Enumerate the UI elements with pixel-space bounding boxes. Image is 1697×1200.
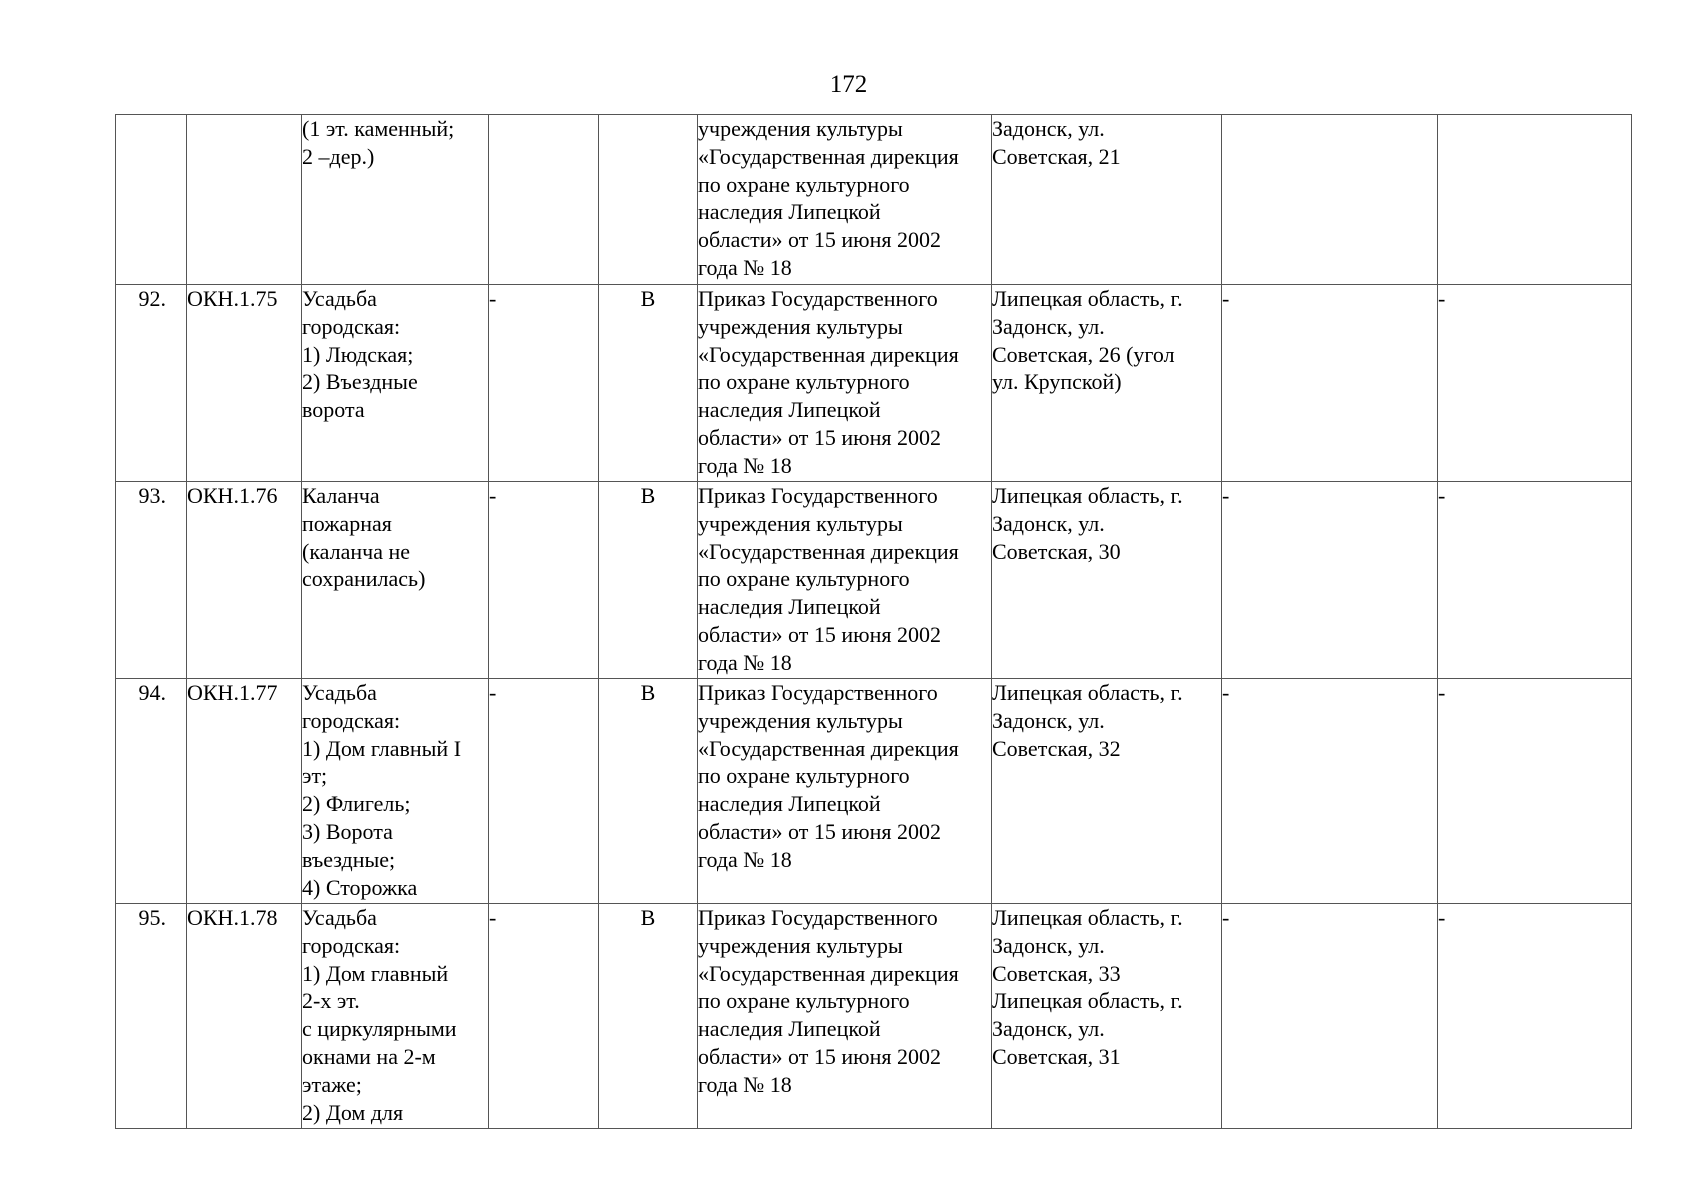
text-line: сохранилась): [302, 566, 426, 592]
document-cell: [698, 115, 992, 285]
category-cell: В: [599, 285, 698, 482]
text-line: 2) Флигель;: [302, 791, 411, 817]
dash-cell: -: [1222, 679, 1438, 904]
table-row: [116, 285, 1632, 482]
text-line: Приказ Государственного: [698, 286, 938, 311]
text-line: городская:: [302, 313, 401, 339]
text-line: Липецкая область, г.: [992, 905, 1183, 930]
row-number-cell: [116, 115, 187, 285]
address-cell: [992, 285, 1222, 482]
table-row: [116, 115, 1632, 285]
address-cell: [992, 904, 1222, 1129]
text-line: 2-х эт.: [302, 988, 360, 1014]
text-line: окнами на 2-м: [302, 1043, 436, 1069]
text-line: по охране культурного: [698, 171, 910, 197]
dash-cell: -: [1222, 904, 1438, 1129]
row-number-cell: 95.: [116, 904, 187, 1129]
text-line: по охране культурного: [698, 566, 910, 592]
text-line: наследия Липецкой: [698, 199, 881, 225]
dash-cell: -: [1438, 904, 1632, 1129]
category-cell: [599, 115, 698, 285]
object-name-cell: [302, 904, 489, 1129]
text-line: с циркулярными: [302, 1016, 457, 1042]
document-cell: [698, 679, 992, 904]
text-line: Липецкая область, г.: [992, 680, 1183, 705]
address-cell: [992, 679, 1222, 904]
text-line: 2) Дом для: [302, 1099, 404, 1125]
dash-cell: -: [489, 679, 599, 904]
object-name-cell: [302, 679, 489, 904]
text-line: (1 эт. каменный;: [302, 116, 455, 141]
dash-cell: -: [489, 285, 599, 482]
text-line: Советская, 21: [992, 143, 1121, 169]
text-line: 2) Въездные: [302, 369, 418, 395]
text-line: Приказ Государственного: [698, 905, 938, 930]
text-line: «Государственная дирекция: [698, 960, 959, 986]
text-line: Советская, 26 (угол: [992, 341, 1175, 367]
text-line: года № 18: [698, 649, 792, 675]
text-line: Задонск, ул.: [992, 1016, 1105, 1042]
text-line: года № 18: [698, 846, 792, 872]
dash-cell: -: [1222, 482, 1438, 679]
text-line: Задонск, ул.: [992, 116, 1105, 141]
text-line: учреждения культуры: [698, 932, 903, 958]
text-line: наследия Липецкой: [698, 594, 881, 620]
text-line: пожарная: [302, 510, 392, 536]
table-row: [116, 679, 1632, 904]
dash-cell: -: [1438, 679, 1632, 904]
category-cell: В: [599, 482, 698, 679]
text-line: «Государственная дирекция: [698, 143, 959, 169]
text-line: наследия Липецкой: [698, 1016, 881, 1042]
text-line: года № 18: [698, 254, 792, 280]
text-line: 4) Сторожка: [302, 874, 418, 900]
document-cell: [698, 904, 992, 1129]
text-line: Задонск, ул.: [992, 932, 1105, 958]
dash-cell: [1222, 115, 1438, 285]
dash-cell: -: [489, 482, 599, 679]
text-line: этаже;: [302, 1071, 362, 1097]
text-line: 1) Людская;: [302, 341, 414, 367]
object-name-cell: [302, 285, 489, 482]
text-line: Задонск, ул.: [992, 313, 1105, 339]
text-line: Советская, 33: [992, 960, 1121, 986]
text-line: Советская, 30: [992, 538, 1121, 564]
category-cell: В: [599, 679, 698, 904]
dash-cell: -: [1222, 285, 1438, 482]
document-cell: [698, 285, 992, 482]
object-name-cell: [302, 115, 489, 285]
text-line: Задонск, ул.: [992, 707, 1105, 733]
text-line: по охране культурного: [698, 369, 910, 395]
dash-cell: -: [489, 904, 599, 1129]
text-line: ул. Крупской): [992, 369, 1122, 395]
category-cell: В: [599, 904, 698, 1129]
text-line: по охране культурного: [698, 988, 910, 1014]
object-code-cell: ОКН.1.76: [187, 482, 302, 679]
text-line: наследия Липецкой: [698, 397, 881, 423]
text-line: городская:: [302, 707, 401, 733]
row-number-cell: 92.: [116, 285, 187, 482]
text-line: по охране культурного: [698, 763, 910, 789]
dash-cell: [489, 115, 599, 285]
text-line: года № 18: [698, 452, 792, 478]
text-line: «Государственная дирекция: [698, 538, 959, 564]
row-number-cell: 93.: [116, 482, 187, 679]
text-line: области» от 15 июня 2002: [698, 424, 941, 450]
text-line: Усадьба: [302, 905, 377, 930]
text-line: Липецкая область, г.: [992, 483, 1183, 508]
text-line: года № 18: [698, 1071, 792, 1097]
address-cell: [992, 482, 1222, 679]
text-line: учреждения культуры: [698, 116, 903, 141]
object-code-cell: ОКН.1.77: [187, 679, 302, 904]
text-line: Советская, 32: [992, 735, 1121, 761]
text-line: Усадьба: [302, 680, 377, 705]
table-row: [116, 482, 1632, 679]
object-code-cell: [187, 115, 302, 285]
object-code-cell: ОКН.1.75: [187, 285, 302, 482]
text-line: городская:: [302, 932, 401, 958]
text-line: Приказ Государственного: [698, 483, 938, 508]
text-line: 3) Ворота: [302, 818, 393, 844]
dash-cell: [1438, 115, 1632, 285]
text-line: наследия Липецкой: [698, 791, 881, 817]
address-cell: [992, 115, 1222, 285]
object-code-cell: ОКН.1.78: [187, 904, 302, 1129]
text-line: Задонск, ул.: [992, 510, 1105, 536]
text-line: «Государственная дирекция: [698, 341, 959, 367]
text-line: Приказ Государственного: [698, 680, 938, 705]
text-line: въездные;: [302, 846, 396, 872]
dash-cell: -: [1438, 482, 1632, 679]
text-line: эт;: [302, 763, 328, 789]
text-line: учреждения культуры: [698, 510, 903, 536]
text-line: 1) Дом главный I: [302, 735, 462, 761]
text-line: учреждения культуры: [698, 313, 903, 339]
text-line: учреждения культуры: [698, 707, 903, 733]
text-line: Советская, 31: [992, 1043, 1121, 1069]
document-cell: [698, 482, 992, 679]
text-line: Каланча: [302, 483, 380, 508]
table-row: [116, 904, 1632, 1129]
text-line: Усадьба: [302, 286, 377, 311]
table-body: [116, 115, 1632, 1129]
text-line: области» от 15 июня 2002: [698, 621, 941, 647]
text-line: области» от 15 июня 2002: [698, 1043, 941, 1069]
text-line: 1) Дом главный: [302, 960, 449, 986]
row-number-cell: 94.: [116, 679, 187, 904]
object-name-cell: [302, 482, 489, 679]
page-number: 172: [829, 71, 868, 98]
dash-cell: -: [1438, 285, 1632, 482]
text-line: Липецкая область, г.: [992, 988, 1183, 1014]
text-line: Липецкая область, г.: [992, 286, 1183, 311]
heritage-registry-table: [115, 114, 1632, 1129]
text-line: (каланча не: [302, 538, 411, 564]
text-line: области» от 15 июня 2002: [698, 227, 941, 253]
text-line: ворота: [302, 397, 365, 423]
text-line: «Государственная дирекция: [698, 735, 959, 761]
text-line: 2 –дер.): [302, 143, 375, 169]
text-line: области» от 15 июня 2002: [698, 818, 941, 844]
